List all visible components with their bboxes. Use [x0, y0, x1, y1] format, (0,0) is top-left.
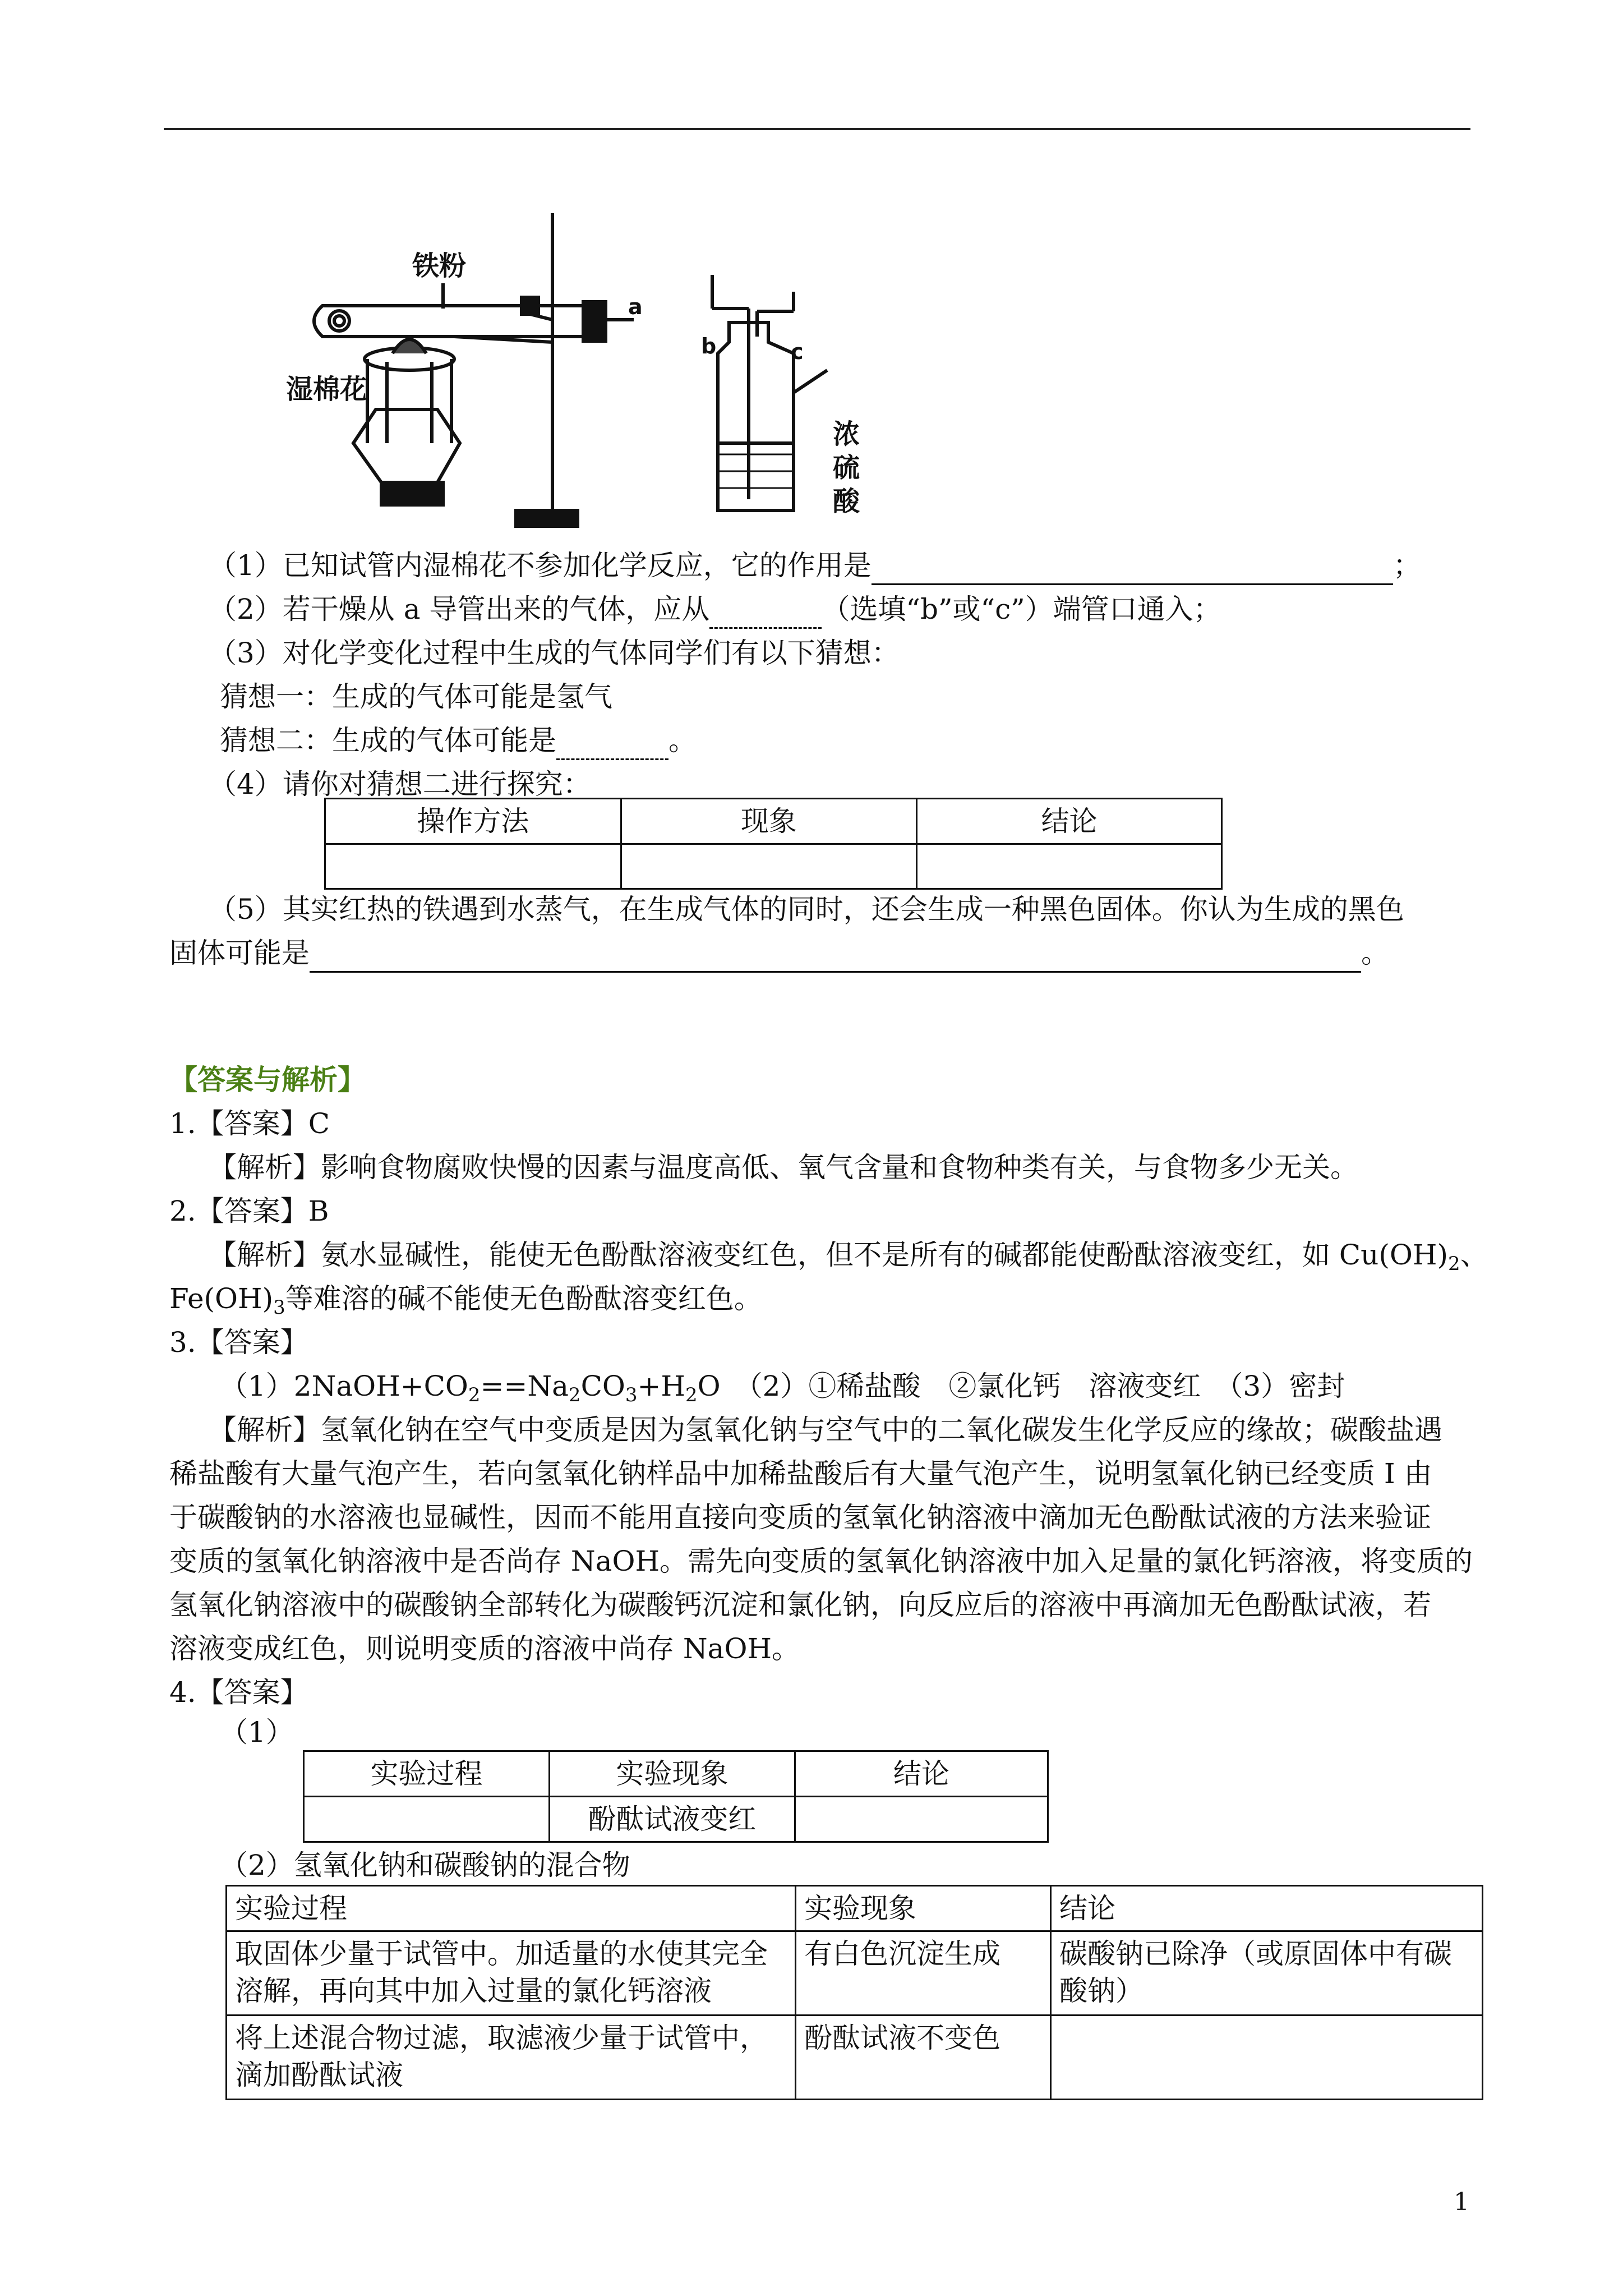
question-5-line2: 固体可能是 。 [169, 933, 1389, 973]
table-header: 实验过程 [304, 1751, 550, 1797]
question-4: （4）请你对猜想二进行探究： [209, 768, 591, 800]
answer-4-table-1 [303, 1750, 1049, 1843]
answer-4-table-2 [225, 1885, 1483, 2100]
answer-1-explanation: 【解析】影响食物腐败快慢的因素与温度高低、氧气含量和食物种类有关，与食物多少无关。 [209, 1151, 1358, 1184]
tube-a-label: a [628, 295, 643, 319]
answer-4: 4.【答案】 [169, 1676, 308, 1709]
answer-3-explanation-1: 【解析】氢氧化钠在空气中变质是因为氢氧化钠与空气中的二氧化碳发生化学反应的缘故；碳酸盐遇 [209, 1414, 1442, 1446]
answer-2: 2.【答案】B [169, 1195, 329, 1227]
question-3: （3）对化学变化过程中生成的气体同学们有以下猜想： [209, 637, 900, 669]
table-cell: 酚酞试液变红 [549, 1797, 795, 1842]
answer-blank-1[interactable] [872, 553, 1393, 585]
exploration-table [324, 798, 1223, 890]
table-header: 结论 [917, 799, 1222, 844]
answer-blank-2[interactable] [709, 597, 822, 629]
answer-3-equation: $(1)2NaOH+CO_2==Na_2CO_3+H_2O$ （2）①稀盐酸 ②氯化钙 溶液变红 （3）密封 [220, 1370, 1345, 1406]
table-cell [304, 1797, 550, 1842]
table-cell: 取固体少量于试管中。加适量的水使其完全溶解，再向其中加入过量的氯化钙溶液 [227, 1931, 796, 2016]
answer-4-part-1: （1） [220, 1716, 294, 1749]
table-header: 实验过程 [227, 1886, 796, 1931]
table-header: 结论 [795, 1751, 1048, 1797]
answer-3: 3.【答案】 [169, 1326, 308, 1359]
header-rule [164, 128, 1470, 130]
table-header: 实验现象 [549, 1751, 795, 1797]
table-cell [1051, 2016, 1483, 2100]
question-1: （1）已知试管内湿棉花不参加化学反应，它的作用是 ； [209, 546, 1421, 585]
wet-cotton-label: 湿棉花 [286, 374, 367, 405]
answer-2-explanation-2: $Fe(OH)_3$等难溶的碱不能使无色酚酞溶变红色。 [169, 1282, 762, 1319]
guess-1: 猜想一：生成的气体可能是氢气 [220, 680, 612, 713]
apparatus-figure [269, 208, 920, 533]
table-cell: 酚酞试液不变色 [796, 2016, 1051, 2100]
tube-c-label: c [791, 339, 804, 364]
answer-3-explanation-5: 氢氧化钠溶液中的碳酸钠全部转化为碳酸钙沉淀和氯化钠，向反应后的溶液中再滴加无色酚酞试液，若 [169, 1589, 1431, 1621]
question-5-line1: （5）其实红热的铁遇到水蒸气，在生成气体的同时，还会生成一种黑色固体。你认为生成的黑色 [209, 893, 1404, 926]
answer-1: 1.【答案】C [169, 1107, 330, 1140]
answer-3-explanation-4: 变质的氢氧化钠溶液中是否尚存 NaOH。需先向变质的氢氧化钠溶液中加入足量的氯化钙溶液，将变质的 [169, 1545, 1473, 1577]
answer-3-explanation-3: 于碳酸钠的水溶液也显碱性，因而不能用直接向变质的氢氧化钠溶液中滴加无色酚酞试液的方法来验证 [169, 1501, 1431, 1534]
question-2: （2）若干燥从 a 导管出来的气体，应从 （选填“b”或“c”）端管口通入； [209, 590, 1221, 629]
table-cell [795, 1797, 1048, 1842]
answer-3-explanation-2: 稀盐酸有大量气泡产生，若向氢氧化钠样品中加稀盐酸后有大量气泡产生，说明氢氧化钠已经变质 I 由 [169, 1457, 1432, 1490]
table-cell[interactable] [917, 844, 1222, 889]
table-header: 操作方法 [325, 799, 621, 844]
table-cell: 有白色沉淀生成 [796, 1931, 1051, 2016]
answers-heading: 【答案与解析】 [169, 1063, 366, 1096]
acid-label-2: 硫 [833, 452, 860, 484]
table-cell: 将上述混合物过滤，取滤液少量于试管中，滴加酚酞试液 [227, 2016, 796, 2100]
guess-2: 猜想二：生成的气体可能是 。 [220, 721, 697, 760]
acid-label-1: 浓 [833, 418, 860, 450]
tube-b-label: b [701, 334, 717, 358]
table-cell: 碳酸钠已除净（或原固体中有碳酸钠） [1051, 1931, 1483, 2016]
iron-powder-label: 铁粉 [412, 250, 467, 282]
table-header: 实验现象 [796, 1886, 1051, 1931]
answer-2-explanation-1: 【解析】氨水显碱性，能使无色酚酞溶液变红色，但不是所有的碱都能使酚酞溶液变红，如 $Cu(OH)_2$、 [209, 1239, 1488, 1275]
table-header: 结论 [1051, 1886, 1483, 1931]
answer-blank-5[interactable] [310, 941, 1361, 973]
answer-blank-guess2[interactable] [556, 728, 668, 760]
page-number: 1 [1454, 2188, 1469, 2216]
answer-4-part-2: （2）氢氧化钠和碳酸钠的混合物 [220, 1849, 630, 1881]
table-header: 现象 [621, 799, 917, 844]
answer-3-explanation-6: 溶液变成红色，则说明变质的溶液中尚存 NaOH。 [169, 1632, 800, 1665]
acid-label-3: 酸 [833, 486, 860, 517]
table-cell[interactable] [621, 844, 917, 889]
table-cell[interactable] [325, 844, 621, 889]
